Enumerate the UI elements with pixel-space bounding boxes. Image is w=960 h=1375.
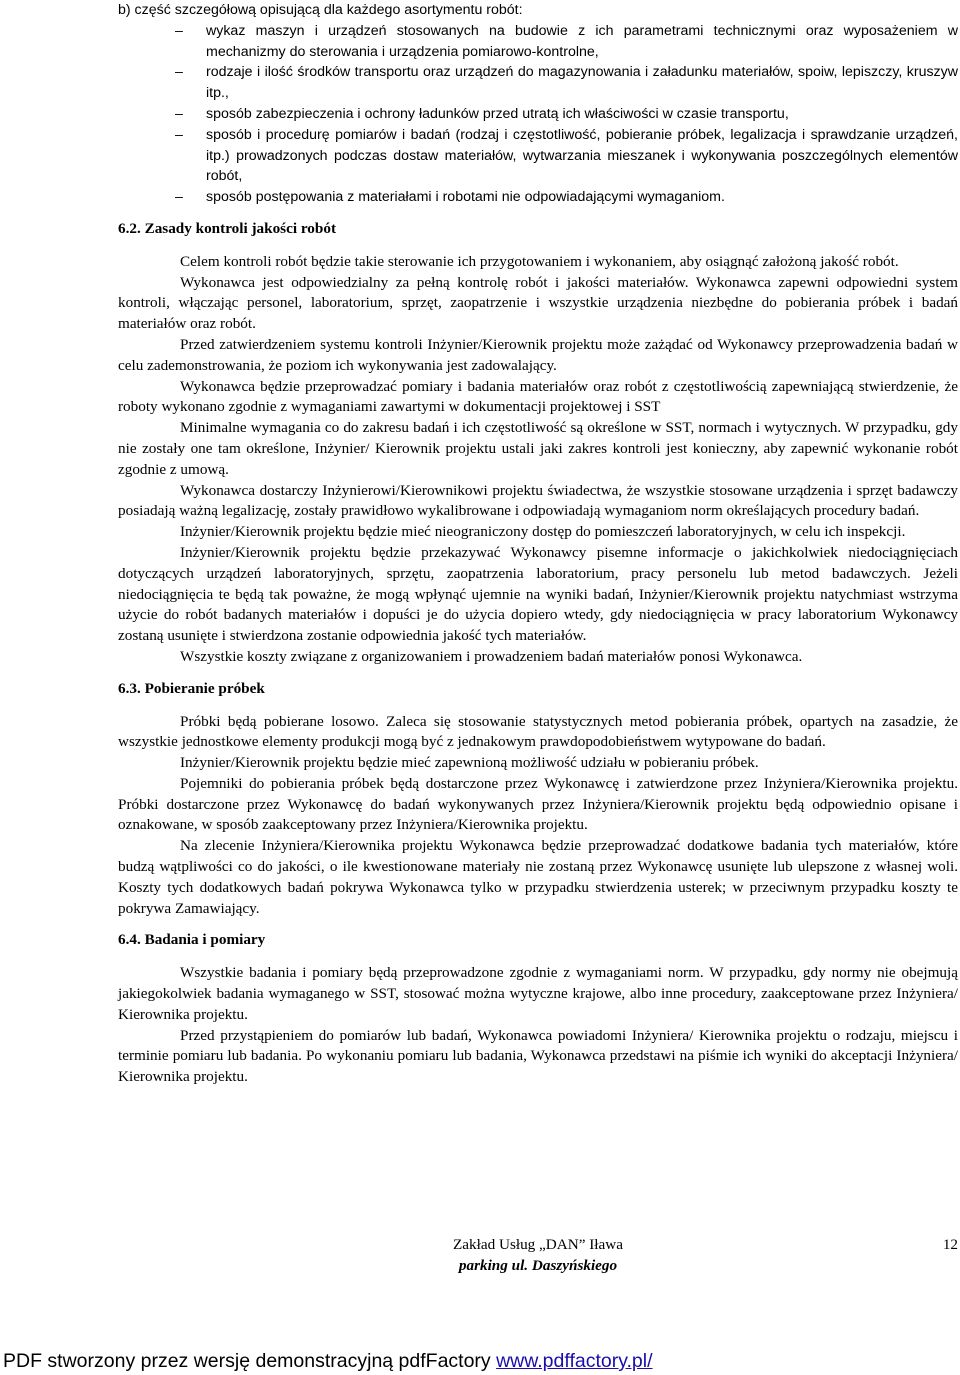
list-item: – wykaz maszyn i urządzeń stosowanych na budowie z ich parametrami technicznymi oraz wyposażeniem w mechanizmy do sterowania i urządzenia pomiarowo-kontrolne, [175, 22, 958, 60]
paragraph: Inżynier/Kierownik projektu będzie przekazywać Wykonawcy pisemne informacje o jakichkolwiek niedociągnięciach dotyczących urządzeń laboratoryjnych, sprzętu, zaopatrzenia laboratorium, pracy personelu lub metod badawczych. Jeżeli niedociągnięcia te będą tak poważne, że mogą wpłynąć ujemnie na wyniki badań, Inżynier/Kierownik projektu natychmiast wstrzyma użycie do robót badanych materiałów i dopuści je do użycia dopiero wtedy, gdy niedociągnięcia w pracy laboratorium Wykonawcy zostaną usunięte i stwierdzona zostanie odpowiednia jakość tych materiałów. [118, 543, 958, 645]
paragraph: Przed zatwierdzeniem systemu kontroli Inżynier/Kierownik projektu może zażądać od Wykonawcy przeprowadzenia badań w celu zademonstrowania, że poziom ich wykonywania jest zadowalający. [118, 335, 958, 374]
document-page [118, 0, 958, 1088]
section-6-3-body [118, 712, 958, 920]
dash-bullet: – [175, 64, 183, 81]
list-item: – sposób postępowania z materiałami i robotami nie odpowiadającymi wymaganiom. [118, 187, 958, 208]
paragraph: Inżynier/Kierownik projektu będzie mieć zapewnioną możliwość udziału w pobieraniu próbek. [180, 754, 759, 772]
pdffactory-banner [3, 1349, 653, 1373]
list-item: – sposób zabezpieczenia i ochrony ładunków przed utratą ich właściwości w czasie transportu, [118, 104, 958, 125]
section-6-4-body [118, 963, 958, 1088]
list-item: – rodzaje i ilość środków transportu oraz urządzeń do magazynowania i załadunku materiałów, spoiw, lepiszczy, kruszyw itp., [175, 64, 958, 102]
section-heading-6-4: 6.4. Badania i pomiary [118, 931, 266, 949]
paragraph: Wszystkie badania i pomiary będą przeprowadzone zgodnie z wymaganiami norm. W przypadku, gdy normy nie obejmują jakiegokolwiek badania wymaganego w SST, stosować można wytyczne krajowe, albo inne procedury, zaakceptowane przez Inżyniera/ Kierownika projektu. [118, 964, 958, 1023]
paragraph: Pojemniki do pobierania próbek będą dostarczone przez Wykonawcę i zatwierdzone przez Inżyniera/Kierownika projektu. Próbki dostarczone przez Wykonawcę do badań wykonywanych przez Inżyniera/Kierownik projektu będą odpowiednio opisane i oznakowane, w sposób zaakceptowany przez Inżyniera/Kierownika projektu. [118, 774, 958, 834]
section-heading-6-3: 6.3. Pobieranie próbek [118, 679, 265, 697]
paragraph: Wykonawca będzie przeprowadzać pomiary i badania materiałów oraz robót z częstotliwością zapewniającą stwierdzenie, że roboty wykonano zgodnie z wymaganiami zawartymi w dokumentacji projektowej i SST [118, 377, 958, 416]
paragraph: Wykonawca dostarczy Inżynierowi/Kierownikowi projektu świadectwa, że wszystkie stosowane urządzenia i sprzęt badawczy posiadają ważną legalizację, zostały prawidłowo wykalibrowane i odpowiadają wymaganiom norm określających procedury badań. [118, 481, 958, 520]
dash-bullet: – [175, 105, 183, 122]
paragraph: Inżynier/Kierownik projektu będzie mieć nieograniczony dostęp do pomieszczeń laboratoryjnych, w celu ich inspekcji. [180, 523, 906, 541]
paragraph: Minimalne wymagania co do zakresu badań i ich częstotliwość są określone w SST, normach i wytycznych. W przypadku, gdy nie zostały one tam określone, Inżynier/ Kierownik projektu ustali jaki zakres kontroli jest konieczny, aby zapewnić wykonanie robót zgodnie z umową. [118, 419, 958, 478]
pdffactory-link[interactable]: www.pdffactory.pl/ [496, 1350, 653, 1372]
banner-text: PDF stworzony przez wersję demonstracyjną pdfFactory [3, 1350, 497, 1372]
paragraph: Przed przystąpieniem do pomiarów lub badań, Wykonawca powiadomi Inżyniera/ Kierownika projektu o rodzaju, miejscu i terminie pomiaru lub badania. Po wykonaniu pomiaru lub badania, Wykonawca przedstawi na piśmie ich wyniki do akceptacji Inżyniera/ Kierownika projektu. [118, 1026, 958, 1086]
paragraph: Wykonawca jest odpowiedzialny za pełną kontrolę robót i jakości materiałów. Wykonawca zapewni odpowiedni system kontroli, włączając personel, laboratorium, sprzęt, zaopatrzenie i wszystkie urządzenia niezbędne do pobierania próbek i badań materiałów oraz robót. [118, 273, 958, 333]
section-6-2-body [118, 252, 958, 668]
paragraph: Wszystkie koszty związane z organizowaniem i prowadzeniem badań materiałów ponosi Wykonawca. [180, 647, 803, 665]
paragraph: Celem kontroli robót będzie takie sterowanie ich przygotowaniem i wykonaniem, aby osiągnąć założoną jakość robót. [180, 252, 899, 270]
dash-bullet: – [175, 22, 183, 39]
page-number: 12 [942, 1236, 958, 1253]
list-item: – sposób i procedurę pomiarów i badań (rodzaj i częstotliwość, pobieranie próbek, legalizacja i sprawdzanie urządzeń, itp.) prowadzonych podczas dostaw materiałów, wytwarzania mieszanek i wykonywania poszczególnych elementów robót, [175, 126, 958, 185]
page-footer [118, 1234, 958, 1278]
section-b-list [118, 21, 958, 208]
footer-project: parking ul. Daszyńskiego [458, 1257, 618, 1274]
section-b-intro: b) część szczegółową opisującą dla każdego asortymentu robót: [118, 2, 523, 18]
section-heading-6-2: 6.2. Zasady kontroli jakości robót [118, 219, 337, 237]
footer-company: Zakład Usług „DAN” Iława [453, 1236, 623, 1253]
paragraph: Na zlecenie Inżyniera/Kierownika projektu Wykonawca będzie przeprowadzać dodatkowe badania tych materiałów, które budzą wątpliwości co do jakości, o ile kwestionowane materiały nie zostaną przez Wykonawcę usunięte lub ulepszone z własnej woli. Koszty tych dodatkowych badań pokrywa Wykonawca tylko w przypadku stwierdzenia usterek; w przeciwnym przypadku koszty te pokrywa Zamawiający. [118, 837, 958, 917]
paragraph: Próbki będą pobierane losowo. Zaleca się stosowanie statystycznych metod pobierania próbek, opartych na zasadzie, że wszystkie jednostkowe elementy produkcji mogą być z jednakowym prawdopodobieństwem wytypowane do badań. [118, 712, 958, 751]
dash-bullet: – [175, 126, 183, 143]
dash-bullet: – [175, 189, 183, 206]
